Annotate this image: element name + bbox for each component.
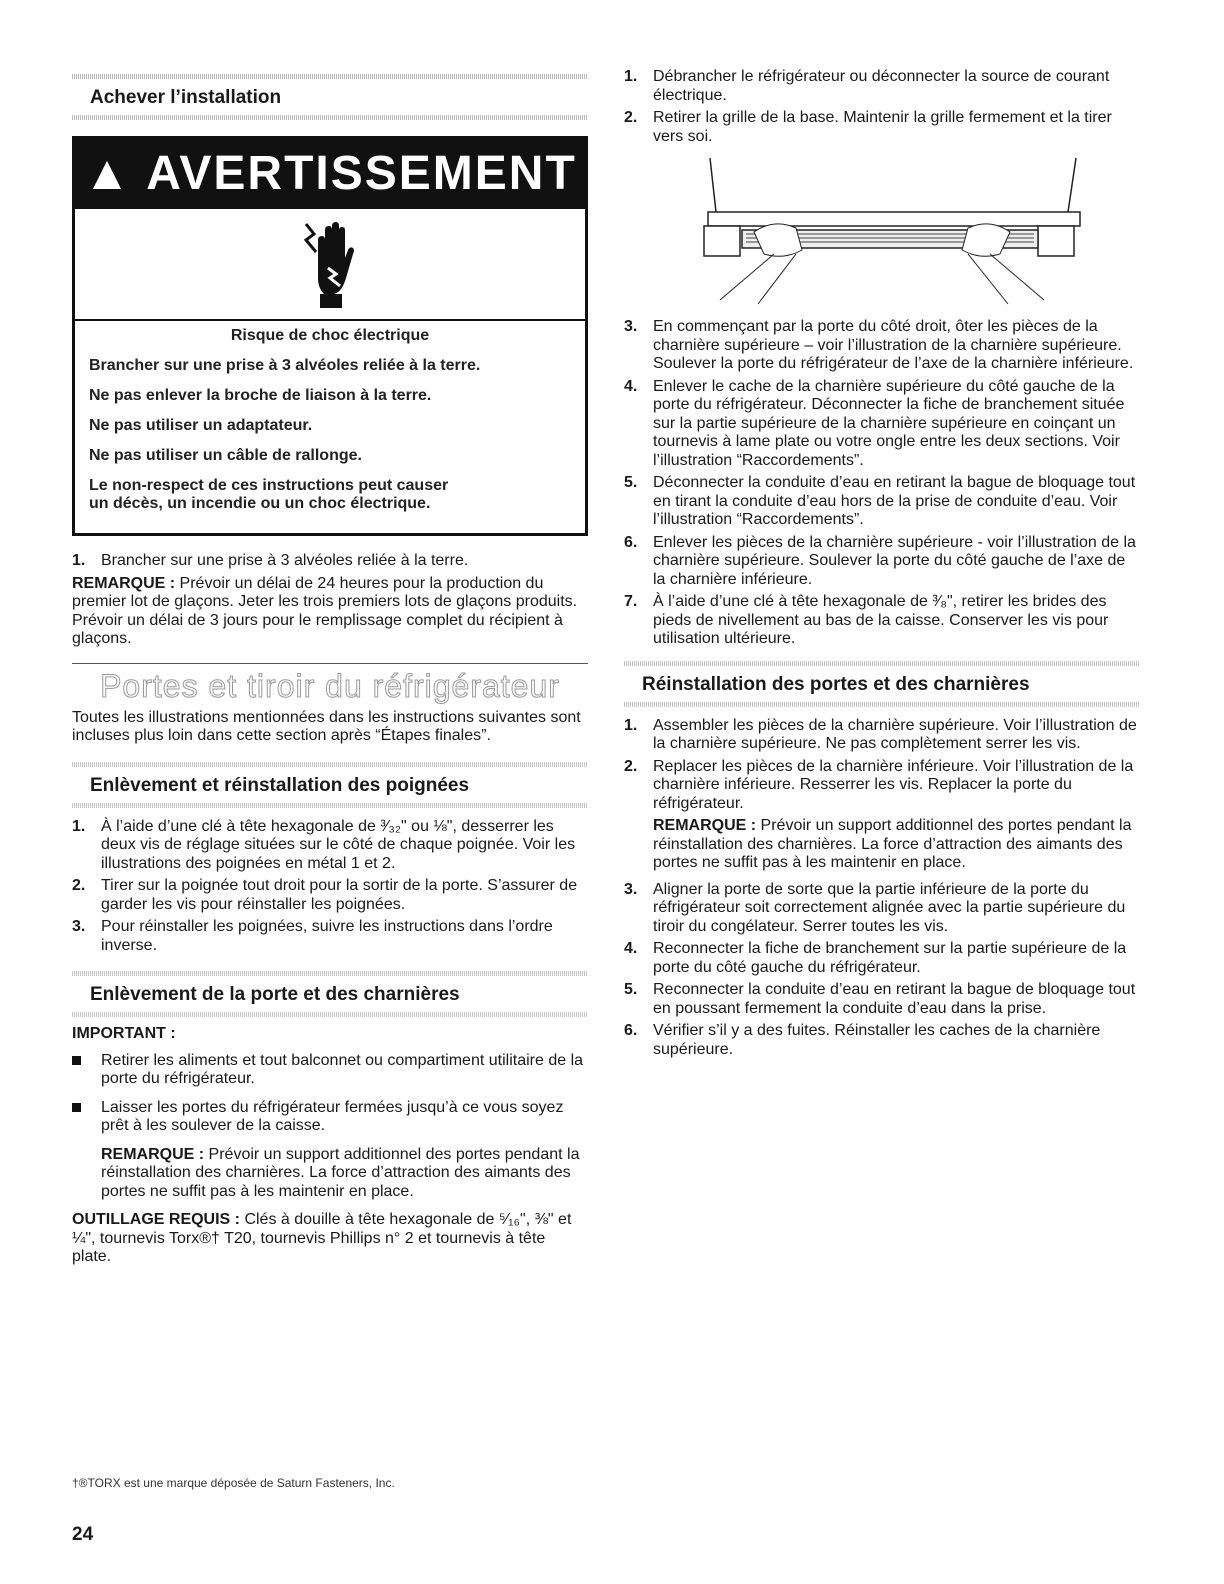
chapter-title: Portes et tiroir du réfrigérateur: [100, 667, 560, 704]
list-item: [624, 593, 1140, 649]
note-label: REMARQUE :: [653, 817, 757, 834]
list-item: [72, 552, 588, 571]
list-item: [624, 534, 1140, 590]
electric-shock-hand-icon: [75, 209, 585, 321]
step-number: 4.: [624, 377, 638, 395]
bullet-square-icon: [72, 1103, 81, 1112]
list-item: [624, 318, 1140, 374]
step-text: Brancher sur une prise à 3 alvéoles reliée à la terre.: [101, 552, 469, 569]
list-item: [72, 918, 588, 955]
reinstall-steps-a: [624, 717, 1140, 814]
warning-line: un décès, un incendie ou un choc électrique.: [89, 495, 431, 512]
list-item: [72, 1052, 588, 1089]
important-label: IMPORTANT :: [72, 1025, 176, 1042]
step-text: Vérifier s’il y a des fuites. Réinstaller les caches de la charnière supérieure.: [653, 1022, 1101, 1058]
section-title-porte: Enlèvement de la porte et des charnières: [90, 984, 460, 1005]
list-item: [624, 378, 1140, 471]
note-text: Prévoir un support additionnel des portes pendant la réinstallation des charnières. La force d’attraction des aimants des portes ne suffit pas à les maintenir en place.: [653, 817, 1132, 871]
step-text: En commençant par la porte du côté droit, ôter les pièces de la charnière supérieure – voir l’illustration de la charnière supérieure. Soulever la porte du réfrigérateur de l’axe de la charnière inférieure.: [653, 318, 1134, 372]
section-rule: [72, 115, 588, 120]
bullet-text: Laisser les portes du réfrigérateur fermées jusqu’à ce vous soyez prêt à les soulever de la caisse.: [101, 1098, 564, 1134]
note-text: Prévoir un délai de 24 heures pour la production du premier lot de glaçons. Jeter les trois premiers lots de glaçons produits. Prévoir un délai de 3 jours pour le remplissage complet du récipient à glaçons.: [72, 574, 578, 647]
note-paragraph: [72, 1146, 588, 1202]
list-item: [624, 881, 1140, 937]
warning-box: [72, 136, 588, 536]
list-item: [624, 1022, 1140, 1059]
tools-label: OUTILLAGE REQUIS :: [72, 1211, 240, 1228]
step-number: 3.: [624, 880, 638, 898]
list-item: [624, 758, 1140, 814]
warning-label: AVERTISSEMENT: [146, 147, 577, 200]
tools-paragraph: [72, 1211, 588, 1267]
step-text: Enlever les pièces de la charnière supérieure - voir l’illustration de la charnière supérieure. Soulever la porte du côté gauche de l’axe de la charnière inférieure.: [653, 533, 1136, 588]
section-title-achever: Achever l’installation: [90, 87, 282, 108]
warning-line: Brancher sur une prise à 3 alvéoles reliée à la terre.: [89, 357, 481, 374]
removal-steps-a: [624, 68, 1140, 146]
step-text: À l’aide d’une clé à tête hexagonale de ³⁄₃₂" ou ⅛", desserrer les deux vis de réglage situées sur le côté de chaque poignée. Voir les illustrations des poignées en métal 1 et 2.: [101, 817, 576, 872]
step-number: 2.: [624, 109, 638, 126]
step-number: 5.: [624, 474, 638, 491]
list-item: [72, 818, 588, 874]
step-number: 4.: [624, 940, 638, 957]
left-column: [72, 0, 588, 1267]
step-number: 7.: [624, 593, 638, 610]
list-item: [624, 474, 1140, 530]
step-number: 3.: [624, 318, 638, 335]
section-title-reinstallation: Réinstallation des portes et des charnières: [642, 673, 1030, 695]
step-text: Aligner la porte de sorte que la partie inférieure de la porte du réfrigérateur soit correctement alignée avec la partie supérieure du tiroir du congélateur. Serrer toutes les vis.: [653, 880, 1126, 935]
step-number: 1.: [624, 716, 638, 734]
list-item: [624, 717, 1140, 754]
note-label: REMARQUE :: [101, 1145, 205, 1163]
page-number: 24: [72, 1524, 94, 1545]
step-number: 1.: [72, 552, 86, 569]
step-text: Reconnecter la conduite d’eau en retirant la bague de bloquage tout en poussant fermement la conduite d’eau dans la prise.: [653, 981, 1136, 1017]
step-number: 3.: [72, 918, 86, 935]
tools-text: Clés à douille à tête hexagonale de ⁵⁄₁₆", ⅜" et ¼", tournevis Torx®† T20, tournevis Phillips n° 2 et tournevis à tête plate.: [72, 1211, 572, 1265]
bullet-text: Retirer les aliments et tout balconnet ou compartiment utilitaire de la porte du réfrigérateur.: [101, 1051, 584, 1087]
warning-triangle-icon: ▲: [83, 147, 133, 200]
list-item: [72, 877, 588, 914]
list-item: [72, 1099, 588, 1136]
list-item: [624, 940, 1140, 977]
list-item: [624, 109, 1140, 146]
note-label: REMARQUE :: [72, 574, 176, 592]
warning-line: Ne pas enlever la broche de liaison à la terre.: [89, 387, 432, 404]
warning-header: [75, 139, 585, 209]
note-text: Prévoir un support additionnel des portes pendant la réinstallation des charnières. La force d’attraction des aimants des portes ne suffit pas à les maintenir en place.: [101, 1145, 580, 1200]
warning-line: Ne pas utiliser un câble de rallonge.: [89, 447, 362, 464]
step-text: Retirer la grille de la base. Maintenir la grille fermement et la tirer vers soi.: [653, 109, 1112, 145]
step-text: Assembler les pièces de la charnière supérieure. Voir l’illustration de la charnière supérieure. Ne pas complètement serrer les vis.: [653, 716, 1137, 752]
step-number: 6.: [624, 533, 638, 551]
step-text: Déconnecter la conduite d’eau en retirant la bague de bloquage tout en tirant la conduite d’eau hors de la prise de conduite d’eau. Voir l’illustration “Raccordements”.: [653, 474, 1136, 528]
step-text: Tirer sur la poignée tout droit pour la sortir de la porte. S’assurer de garder les vis pour réinstaller les poignées.: [101, 877, 578, 913]
section-title-poignees: Enlèvement et réinstallation des poignées: [90, 774, 470, 796]
removal-steps-b: [624, 318, 1140, 649]
warning-line: Le non-respect de ces instructions peut causer: [89, 477, 449, 494]
list-item: [624, 981, 1140, 1018]
bullet-square-icon: [72, 1056, 81, 1065]
step-text: Pour réinstaller les poignées, suivre les instructions dans l’ordre inverse.: [101, 918, 553, 954]
important-bullets: [72, 1052, 588, 1136]
step-number: 1.: [72, 817, 86, 835]
intro-paragraph: Toutes les illustrations mentionnées dans les instructions suivantes sont incluses plus loin dans cette section après “Étapes finales”.: [72, 708, 581, 744]
list-item: [624, 68, 1140, 105]
step-text: À l’aide d’une clé à tête hexagonale de ³⁄₈", retirer les brides des pieds de nivellement au bas de la caisse. Conserver les vis pour utilisation ultérieure.: [653, 593, 1109, 647]
step-text: Débrancher le réfrigérateur ou déconnecter la source de courant électrique.: [653, 68, 1110, 104]
footnote: †®TORX est une marque déposée de Saturn Fasteners, Inc.: [72, 1476, 395, 1490]
step-text: Reconnecter la fiche de branchement sur la partie supérieure de la porte du côté gauche du réfrigérateur.: [653, 940, 1127, 976]
step-number: 1.: [624, 68, 638, 85]
warning-line: Risque de choc électrique: [230, 327, 430, 344]
note-paragraph: [72, 575, 588, 649]
step-text: Enlever le cache de la charnière supérieure du côté gauche de la porte du réfrigérateur. Déconnecter la fiche de branchement située sur la partie supérieure de la charnière supérieure en coinçant un tournevis à lame plate ou votre ongle entre les deux sections. Voir l’illustration “Raccordements”.: [653, 377, 1125, 469]
note-paragraph: [624, 817, 1140, 873]
step-number: 2.: [624, 757, 638, 775]
step-number: 6.: [624, 1022, 638, 1039]
right-column: [624, 0, 1140, 1063]
reinstall-steps-b: [624, 881, 1140, 1060]
step-text: Replacer les pièces de la charnière inférieure. Voir l’illustration de la charnière inférieure. Resserrer les vis. Replacer la porte du réfrigérateur.: [653, 757, 1134, 812]
handle-steps: [72, 818, 588, 956]
base-grille-illustration: [624, 150, 1140, 310]
warning-text: [75, 321, 585, 533]
install-steps: [72, 552, 588, 571]
step-number: 2.: [72, 877, 86, 894]
step-number: 5.: [624, 981, 638, 998]
warning-line: Ne pas utiliser un adaptateur.: [89, 417, 313, 434]
